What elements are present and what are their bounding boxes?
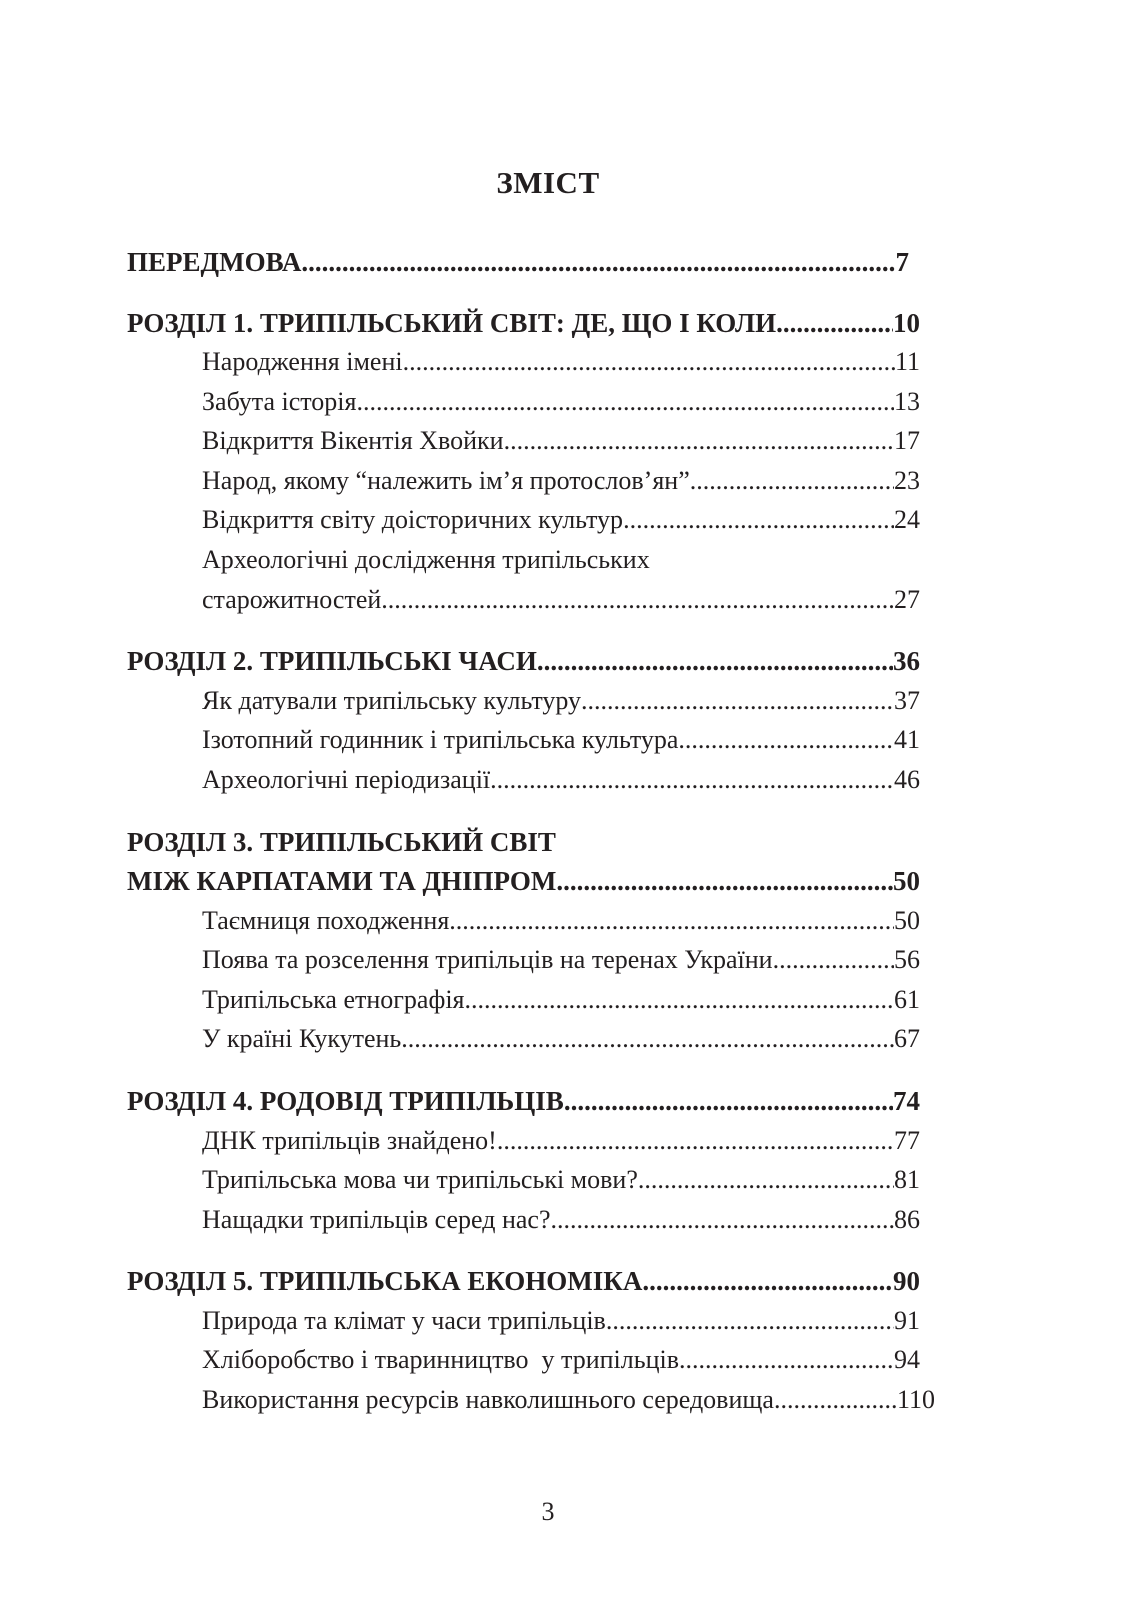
toc-entry-page: 81 xyxy=(894,1165,920,1194)
toc-entry-label: Трипільська етнографія xyxy=(202,985,465,1014)
toc-entry-section[interactable] xyxy=(202,1200,920,1240)
toc-entry-page: 23 xyxy=(894,466,920,495)
toc-entry-page: 86 xyxy=(894,1205,920,1234)
toc-entry-chapter-3-line1[interactable]: РОЗДІЛ 3. ТРИПІЛЬСЬКИЙ СВІТ xyxy=(127,827,556,857)
toc-entry-page: 24 xyxy=(894,505,920,534)
toc-entry-section[interactable] xyxy=(202,580,920,620)
toc-entry-label-line1[interactable]: Археологічні дослідження трипільських xyxy=(202,545,650,574)
toc-entry-section[interactable] xyxy=(202,681,920,721)
toc-entry-page: 13 xyxy=(894,387,920,416)
toc-entry-section[interactable] xyxy=(202,940,920,980)
toc-entry-section[interactable] xyxy=(202,421,920,461)
dot-leader xyxy=(638,1160,894,1200)
dot-leader xyxy=(564,1081,893,1121)
toc-entry-preface[interactable] xyxy=(127,242,909,282)
toc-entry-section[interactable] xyxy=(202,1160,920,1200)
toc-entry-page: 90 xyxy=(893,1266,920,1296)
toc-entry-section[interactable] xyxy=(202,980,920,1020)
toc-entry-page: 110 xyxy=(896,1385,935,1414)
toc-entry-section[interactable] xyxy=(202,382,920,422)
toc-entry-label: Відкриття Вікентія Хвойки xyxy=(202,426,504,455)
toc-entry-label: Природа та клімат у часи трипільців xyxy=(202,1306,606,1335)
toc-entry-section[interactable] xyxy=(202,461,920,501)
dot-leader xyxy=(679,1340,894,1380)
toc-entry-section[interactable] xyxy=(202,760,920,800)
toc-entry-label: Нащадки трипільців серед нас? xyxy=(202,1205,551,1234)
page-number: 3 xyxy=(541,1497,555,1526)
toc-entry-section[interactable] xyxy=(202,500,920,540)
dot-leader xyxy=(381,580,894,620)
toc-entry-label: РОЗДІЛ 5. ТРИПІЛЬСЬКА ЕКОНОМІКА xyxy=(127,1266,643,1296)
toc-entry-label: РОЗДІЛ 4. РОДОВІД ТРИПІЛЬЦІВ xyxy=(127,1086,564,1116)
toc-entry-section[interactable] xyxy=(202,1301,920,1341)
toc-entry-section[interactable] xyxy=(202,1380,935,1420)
dot-leader xyxy=(537,641,893,681)
toc-entry-label: Археологічні періодизації xyxy=(202,765,491,794)
toc-entry-label: старожитностей xyxy=(202,585,382,614)
toc-entry-label: Ізотопний годинник і трипільська культура xyxy=(202,725,679,754)
toc-entry-label: Забута історія xyxy=(202,387,357,416)
toc-entry-label: Таємниця походження xyxy=(202,906,450,935)
dot-leader xyxy=(776,303,893,343)
toc-entry-section[interactable] xyxy=(202,1340,920,1380)
toc-entry-page: 46 xyxy=(894,765,920,794)
page-title: ЗМІСТ xyxy=(496,165,600,200)
toc-entry-label: Трипільська мова чи трипільські мови? xyxy=(202,1165,638,1194)
toc-entry-page: 11 xyxy=(894,347,920,376)
toc-entry-section[interactable] xyxy=(202,342,920,382)
dot-leader xyxy=(403,342,895,382)
toc-entry-label: ПЕРЕДМОВА xyxy=(127,247,302,277)
dot-leader xyxy=(551,1200,895,1240)
dot-leader xyxy=(465,980,894,1020)
toc-entry-page: 91 xyxy=(894,1306,920,1335)
toc-entry-section[interactable] xyxy=(202,720,920,760)
dot-leader xyxy=(581,681,894,721)
dot-leader xyxy=(774,1380,897,1420)
toc-entry-page: 41 xyxy=(894,725,920,754)
dot-leader xyxy=(490,760,894,800)
toc-entry-page: 27 xyxy=(894,585,920,614)
toc-entry-label: РОЗДІЛ 1. ТРИПІЛЬСЬКИЙ СВІТ: ДЕ, ЩО І КОЛИ xyxy=(127,308,777,338)
toc-entry-label: Використання ресурсів навколишнього середовища xyxy=(202,1385,774,1414)
dot-leader xyxy=(642,1261,893,1301)
toc-entry-page: 10 xyxy=(893,308,920,338)
toc-entry-label: РОЗДІЛ 2. ТРИПІЛЬСЬКІ ЧАСИ xyxy=(127,646,537,676)
toc-entry-section[interactable] xyxy=(202,1121,920,1161)
toc-entry-section[interactable] xyxy=(202,901,920,941)
toc-entry-chapter-2[interactable] xyxy=(127,641,920,681)
toc-entry-section[interactable] xyxy=(202,1019,920,1059)
toc-entry-page: 77 xyxy=(894,1126,920,1155)
toc-entry-page: 37 xyxy=(894,686,920,715)
toc-entry-chapter-4[interactable] xyxy=(127,1081,920,1121)
dot-leader xyxy=(678,720,894,760)
dot-leader xyxy=(606,1301,894,1341)
toc-entry-page: 17 xyxy=(894,426,920,455)
toc-entry-page: 74 xyxy=(893,1086,920,1116)
toc-entry-label: Поява та розселення трипільців на теренах України xyxy=(202,945,773,974)
toc-entry-label: ДНК трипільців знайдено! xyxy=(202,1126,497,1155)
dot-leader xyxy=(773,940,894,980)
dot-leader xyxy=(504,421,894,461)
toc-entry-label: Хліборобство і тваринництво у трипільців xyxy=(202,1345,680,1374)
dot-leader xyxy=(401,1019,894,1059)
dot-leader xyxy=(357,382,895,422)
toc-entry-label: МІЖ КАРПАТАМИ ТА ДНІПРОМ xyxy=(127,866,557,896)
dot-leader xyxy=(497,1121,894,1161)
toc-entry-page: 61 xyxy=(894,985,920,1014)
toc-entry-chapter-3[interactable] xyxy=(127,861,920,901)
dot-leader xyxy=(449,901,894,941)
dot-leader xyxy=(690,461,894,501)
dot-leader xyxy=(623,500,894,540)
toc-entry-label: Відкриття світу доісторичних культур xyxy=(202,505,624,534)
toc-entry-label: У країні Кукутень xyxy=(202,1024,402,1053)
toc-entry-page: 7 xyxy=(895,247,909,277)
toc-entry-page: 50 xyxy=(894,906,920,935)
toc-entry-label: Як датували трипільську культуру xyxy=(202,686,582,715)
toc-entry-page: 50 xyxy=(893,866,920,896)
toc-entry-page: 56 xyxy=(894,945,920,974)
toc-entry-page: 36 xyxy=(893,646,920,676)
toc-entry-page: 67 xyxy=(894,1024,920,1053)
dot-leader xyxy=(301,242,895,282)
dot-leader xyxy=(556,861,893,901)
toc-entry-label: Народ, якому “належить ім’я протослов’ян” xyxy=(202,466,690,495)
toc-entry-page: 94 xyxy=(894,1345,920,1374)
toc-entry-chapter-1[interactable] xyxy=(127,303,920,343)
toc-entry-label: Народження імені xyxy=(202,347,403,376)
toc-entry-chapter-5[interactable] xyxy=(127,1261,920,1301)
